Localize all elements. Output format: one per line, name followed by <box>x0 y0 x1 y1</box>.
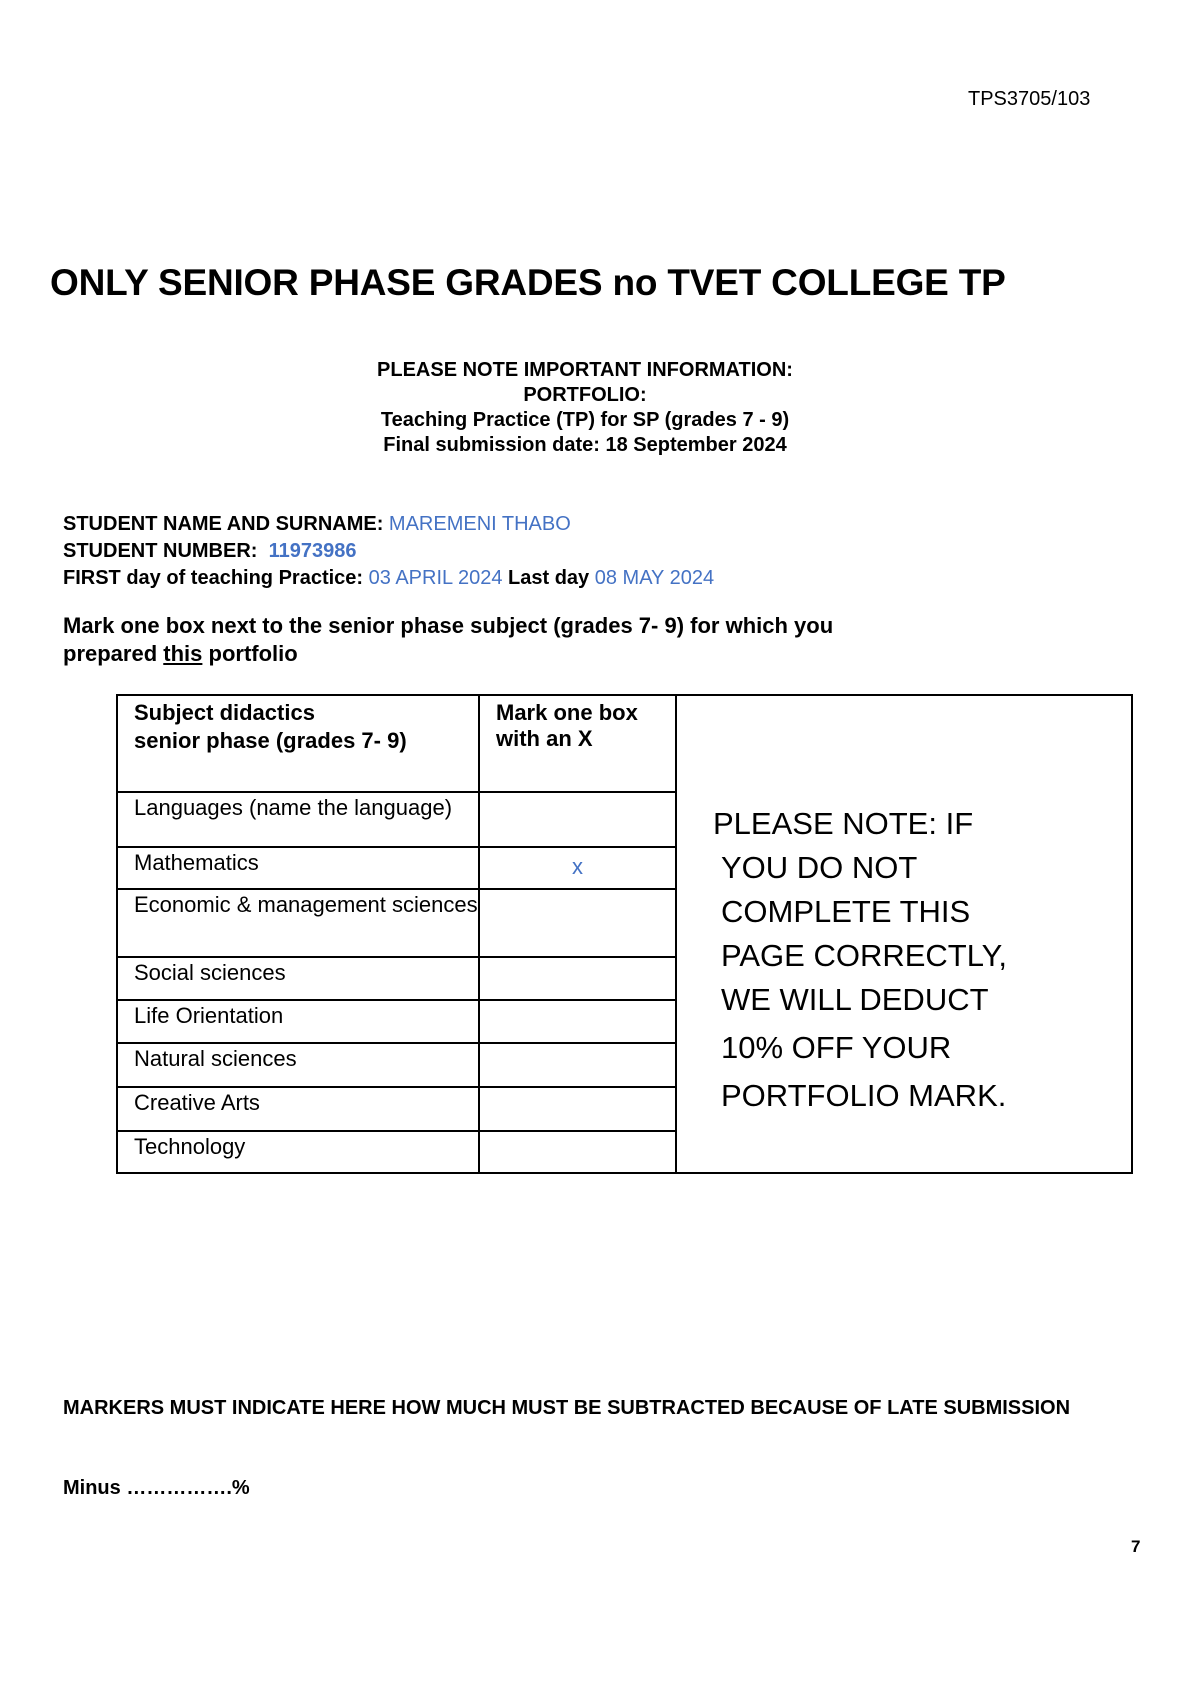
marking-instruction <box>63 612 833 668</box>
last-day-value: 08 MAY 2024 <box>594 567 715 589</box>
page-number: 7 <box>1131 1537 1141 1556</box>
header-subject-didactics: Subject didactics senior phase (grades 7- 9) <box>117 695 479 792</box>
instruction-emphasis: this <box>163 641 203 666</box>
subject-mathematics: Mathematics <box>117 847 479 889</box>
student-name-label: STUDENT NAME AND SURNAME <box>63 513 377 535</box>
subject-table <box>116 694 1133 1174</box>
last-day-label: Last day <box>508 567 590 589</box>
table-header-row <box>117 695 1132 792</box>
markers-instruction: MARKERS MUST INDICATE HERE HOW MUCH MUST BE SUBTRACTED BECAUSE OF LATE SUBMISSION <box>63 1397 1071 1419</box>
late-deduction-field[interactable]: Minus …………….% <box>63 1477 250 1499</box>
subject-creative-arts: Creative Arts <box>117 1087 479 1131</box>
instruction-line-1: Mark one box next to the senior phase subject (grades 7- 9) for which you <box>63 613 834 638</box>
instruction-line-2: prepared this portfolio <box>63 641 298 666</box>
mark-box-languages[interactable] <box>479 792 676 846</box>
page-title: ONLY SENIOR PHASE GRADES no TVET COLLEGE TP <box>50 262 1006 303</box>
teaching-dates-row <box>63 567 714 590</box>
deduction-warning: PLEASE NOTE: IF YOU DO NOT COMPLETE THIS PAGE CORRECTLY, WE WILL DEDUCT 10% OFF YOUR PORTFOLIO MARK. <box>713 806 1007 1113</box>
student-name-value: MAREMENI THABO <box>388 513 571 535</box>
subject-social-sciences: Social sciences <box>117 957 479 1000</box>
document-code: TPS3705/103 <box>968 88 1091 110</box>
student-number-label: STUDENT NUMBER: <box>63 540 258 562</box>
mark-box-life-orientation[interactable] <box>479 1000 676 1043</box>
notice-line-3: Teaching Practice (TP) for SP (grades 7 - 9) <box>380 409 790 431</box>
student-number-row <box>63 540 356 563</box>
header-mark-box: Mark one box with an X <box>479 695 676 792</box>
subject-natural-sciences: Natural sciences <box>117 1043 479 1086</box>
student-number-value: 11973986 <box>268 540 357 562</box>
mark-box-economic-management[interactable] <box>479 889 676 957</box>
important-notice <box>290 358 880 458</box>
notice-line-1: PLEASE NOTE IMPORTANT INFORMATION: <box>377 359 793 381</box>
mark-box-creative-arts[interactable] <box>479 1087 676 1131</box>
mark-box-social-sciences[interactable] <box>479 957 676 1000</box>
first-day-value: 03 APRIL 2024 <box>368 567 503 589</box>
warning-cell <box>676 695 1132 1173</box>
subject-life-orientation: Life Orientation <box>117 1000 479 1043</box>
subject-economic-management: Economic & management sciences <box>117 889 479 957</box>
notice-line-4: Final submission date: 18 September 2024 <box>383 434 787 456</box>
notice-line-2: PORTFOLIO: <box>523 384 647 406</box>
subject-languages: Languages (name the language) <box>117 792 479 846</box>
subject-technology: Technology <box>117 1131 479 1173</box>
student-name-row: STUDENT NAME AND SURNAME: MAREMENI THABO <box>63 513 571 535</box>
mark-box-natural-sciences[interactable] <box>479 1043 676 1086</box>
mark-box-technology[interactable] <box>479 1131 676 1173</box>
first-day-label: FIRST day of teaching Practice: <box>63 567 364 589</box>
mark-box-mathematics[interactable]: x <box>479 847 676 889</box>
